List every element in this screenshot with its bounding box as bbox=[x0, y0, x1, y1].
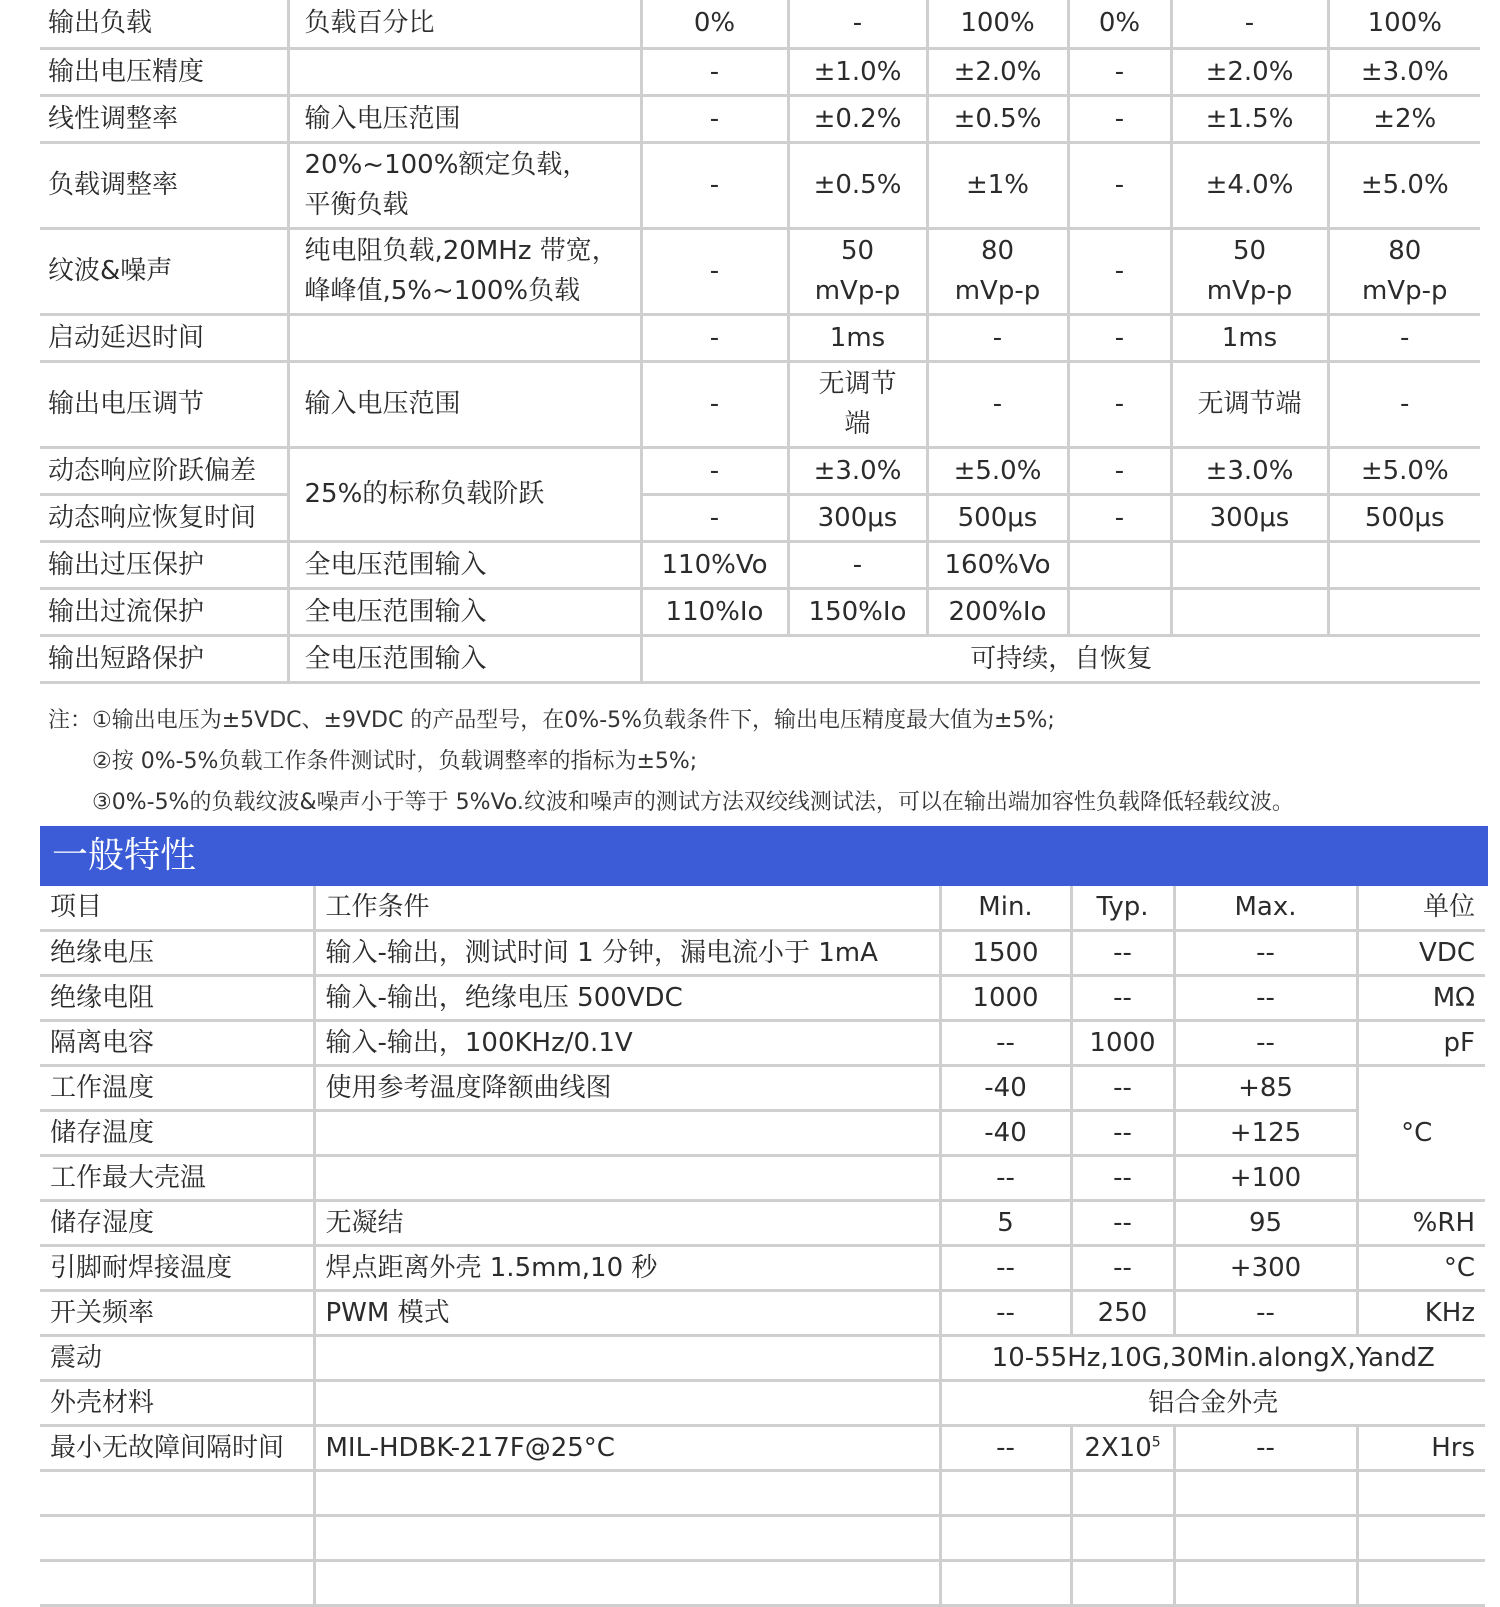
max-value: -- bbox=[1174, 1290, 1357, 1335]
unit-value: KHz bbox=[1357, 1290, 1485, 1335]
unit-value: °C bbox=[1357, 1065, 1485, 1200]
value-cell: ±0.5% bbox=[927, 95, 1068, 142]
value-cell: - bbox=[1068, 494, 1171, 541]
column-header: 单位 bbox=[1357, 886, 1485, 930]
test-condition: 使用参考温度降额曲线图 bbox=[314, 1065, 940, 1110]
test-condition bbox=[314, 1155, 940, 1200]
empty-cell bbox=[314, 1560, 940, 1605]
value-cell: - bbox=[927, 361, 1068, 447]
param-name: 外壳材料 bbox=[40, 1380, 314, 1425]
test-condition: 焊点距离外壳 1.5mm,10 秒 bbox=[314, 1245, 940, 1290]
footnote-text: ①输出电压为±5VDC、±9VDC 的产品型号，在0%-5%负载条件下，输出电压精度最大值为±5%; bbox=[92, 708, 1055, 733]
value-cell: - bbox=[788, 541, 927, 588]
value-cell bbox=[1171, 541, 1328, 588]
param-name: 储存温度 bbox=[40, 1110, 314, 1155]
table-row bbox=[40, 1200, 1485, 1245]
table-row bbox=[40, 0, 1480, 48]
column-header: 工作条件 bbox=[314, 886, 940, 930]
empty-cell bbox=[940, 1470, 1071, 1515]
param-name: 输出短路保护 bbox=[40, 635, 288, 682]
test-condition: MIL-HDBK-217F@25°C bbox=[314, 1425, 940, 1470]
table-row bbox=[40, 1290, 1485, 1335]
typ-value: 1000 bbox=[1071, 1020, 1174, 1065]
empty-cell bbox=[940, 1515, 1071, 1560]
table-row bbox=[40, 1065, 1485, 1110]
value-cell: 110%Vo bbox=[641, 541, 788, 588]
empty-row bbox=[40, 1470, 1485, 1515]
typ-value: -- bbox=[1071, 930, 1174, 975]
value-number: 50 bbox=[840, 236, 875, 266]
table-row bbox=[40, 1380, 1485, 1425]
merged-value-cell: 铝合金外壳 bbox=[940, 1380, 1485, 1425]
test-condition: 25%的标称负载阶跃 bbox=[288, 447, 641, 541]
empty-cell bbox=[40, 1515, 314, 1560]
param-name: 输出电压精度 bbox=[40, 48, 288, 95]
max-value: -- bbox=[1174, 930, 1357, 975]
value-cell: 160%Vo bbox=[927, 541, 1068, 588]
empty-cell bbox=[1071, 1560, 1174, 1605]
value-unit: mVp-p bbox=[954, 276, 1041, 306]
empty-cell bbox=[1071, 1515, 1174, 1560]
typ-value: -- bbox=[1071, 1155, 1174, 1200]
empty-cell bbox=[1174, 1470, 1357, 1515]
empty-cell bbox=[40, 1560, 314, 1605]
column-header: Max. bbox=[1174, 886, 1357, 930]
typ-value: -- bbox=[1071, 1110, 1174, 1155]
value-cell: 无调节端 bbox=[1171, 361, 1328, 447]
min-value: -- bbox=[940, 1425, 1071, 1470]
footnote-3: ③0%-5%的负载纹波&噪声小于等于 5%Vo.纹波和噪声的测试方法双绞线测试法，可以在输出端加容性负载降低轻载纹波。 bbox=[92, 790, 1294, 815]
empty-cell bbox=[1174, 1515, 1357, 1560]
value-cell: - bbox=[1068, 142, 1171, 228]
typ-base: 2X10 bbox=[1084, 1432, 1152, 1463]
value-cell: 300μs bbox=[1171, 494, 1328, 541]
value-cell: 1ms bbox=[1171, 314, 1328, 361]
test-condition bbox=[314, 1110, 940, 1155]
min-value: -- bbox=[940, 1290, 1071, 1335]
test-condition: 负载百分比 bbox=[288, 0, 641, 48]
value-cell: - bbox=[1068, 48, 1171, 95]
value-cell: ±0.5% bbox=[788, 142, 927, 228]
min-value: 1500 bbox=[940, 930, 1071, 975]
empty-cell bbox=[1357, 1560, 1485, 1605]
value-cell: 300μs bbox=[788, 494, 927, 541]
value-cell: - bbox=[1068, 447, 1171, 494]
table-row bbox=[40, 1155, 1485, 1200]
condition-line: 20%~100%额定负载， bbox=[304, 150, 589, 180]
param-name: 储存湿度 bbox=[40, 1200, 314, 1245]
empty-cell bbox=[314, 1515, 940, 1560]
min-value: -- bbox=[940, 1020, 1071, 1065]
table-row bbox=[40, 447, 1480, 494]
value-cell: ±4.0% bbox=[1171, 142, 1328, 228]
max-value: 95 bbox=[1174, 1200, 1357, 1245]
param-name: 工作最大壳温 bbox=[40, 1155, 314, 1200]
value-cell: ±2.0% bbox=[927, 48, 1068, 95]
test-condition bbox=[288, 228, 641, 314]
param-name: 启动延迟时间 bbox=[40, 314, 288, 361]
column-header: Typ. bbox=[1071, 886, 1174, 930]
empty-cell bbox=[40, 1470, 314, 1515]
test-condition bbox=[314, 1335, 940, 1380]
section-header-general-characteristics: 一般特性 bbox=[40, 826, 1488, 886]
value-number: 80 bbox=[980, 236, 1015, 266]
value-unit: mVp-p bbox=[814, 276, 901, 306]
unit-value: VDC bbox=[1357, 930, 1485, 975]
table-row bbox=[40, 1020, 1485, 1065]
value-cell: - bbox=[1068, 228, 1171, 314]
param-name: 输出电压调节 bbox=[40, 361, 288, 447]
test-condition: 全电压范围输入 bbox=[288, 541, 641, 588]
test-condition: 输入-输出，测试时间 1 分钟，漏电流小于 1mA bbox=[314, 930, 940, 975]
max-value: +100 bbox=[1174, 1155, 1357, 1200]
param-name: 输出过压保护 bbox=[40, 541, 288, 588]
general-characteristics-table bbox=[40, 886, 1485, 1607]
table-row bbox=[40, 1425, 1485, 1470]
table-row bbox=[40, 142, 1480, 228]
min-value: -40 bbox=[940, 1110, 1071, 1155]
value-cell: - bbox=[927, 314, 1068, 361]
value-cell: 150%Io bbox=[788, 588, 927, 635]
test-condition bbox=[288, 142, 641, 228]
max-value: +85 bbox=[1174, 1065, 1357, 1110]
value-cell bbox=[788, 228, 927, 314]
param-name: 震动 bbox=[40, 1335, 314, 1380]
value-cell: - bbox=[1068, 95, 1171, 142]
table-row bbox=[40, 1110, 1485, 1155]
typ-value: -- bbox=[1071, 1065, 1174, 1110]
table-row bbox=[40, 930, 1485, 975]
test-condition: 无凝结 bbox=[314, 1200, 940, 1245]
value-cell: - bbox=[641, 447, 788, 494]
empty-cell bbox=[1357, 1470, 1485, 1515]
test-condition bbox=[288, 48, 641, 95]
table-row bbox=[40, 588, 1480, 635]
table-row bbox=[40, 314, 1480, 361]
typ-value: -- bbox=[1071, 975, 1174, 1020]
value-cell: 100% bbox=[1328, 0, 1480, 48]
table-header-row bbox=[40, 886, 1485, 930]
footnote-2: ②按 0%-5%负载工作条件测试时，负载调整率的指标为±5%; bbox=[92, 749, 698, 774]
footnote-prefix: 注： bbox=[48, 708, 93, 733]
column-header: 项目 bbox=[40, 886, 314, 930]
empty-cell bbox=[314, 1470, 940, 1515]
unit-value: %RH bbox=[1357, 1200, 1485, 1245]
param-name: 线性调整率 bbox=[40, 95, 288, 142]
typ-value: -- bbox=[1071, 1200, 1174, 1245]
typ-value: -- bbox=[1071, 1245, 1174, 1290]
value-cell bbox=[1328, 588, 1480, 635]
value-cell bbox=[788, 361, 927, 447]
value-cell: 1ms bbox=[788, 314, 927, 361]
value-cell bbox=[1328, 228, 1480, 314]
param-name: 开关频率 bbox=[40, 1290, 314, 1335]
param-name: 引脚耐焊接温度 bbox=[40, 1245, 314, 1290]
value-cell bbox=[1171, 228, 1328, 314]
param-name: 隔离电容 bbox=[40, 1020, 314, 1065]
max-value: +300 bbox=[1174, 1245, 1357, 1290]
condition-line: 纯电阻负载,20MHz 带宽， bbox=[304, 236, 618, 266]
param-name: 最小无故障间隔时间 bbox=[40, 1425, 314, 1470]
min-value: -- bbox=[940, 1245, 1071, 1290]
unit-value: °C bbox=[1357, 1245, 1485, 1290]
value-cell: - bbox=[1328, 314, 1480, 361]
value-cell: - bbox=[641, 361, 788, 447]
value-cell: - bbox=[641, 95, 788, 142]
value-cell: - bbox=[641, 494, 788, 541]
value-cell: ±1% bbox=[927, 142, 1068, 228]
test-condition: 全电压范围输入 bbox=[288, 588, 641, 635]
min-value: -40 bbox=[940, 1065, 1071, 1110]
table-row bbox=[40, 494, 1480, 541]
value-cell bbox=[927, 228, 1068, 314]
footnotes bbox=[48, 700, 1448, 826]
table-row bbox=[40, 635, 1480, 682]
value-cell: ±5.0% bbox=[927, 447, 1068, 494]
value-cell: ±3.0% bbox=[788, 447, 927, 494]
param-name: 输出负载 bbox=[40, 0, 288, 48]
value-cell: - bbox=[641, 314, 788, 361]
value-cell: ±3.0% bbox=[1171, 447, 1328, 494]
unit-value: Hrs bbox=[1357, 1425, 1485, 1470]
condition-line: 平衡负载 bbox=[304, 190, 409, 220]
value-number: 50 bbox=[1232, 236, 1267, 266]
merged-value-cell: 10-55Hz,10G,30Min.alongX,YandZ bbox=[940, 1335, 1485, 1380]
value-cell: - bbox=[1171, 0, 1328, 48]
value-unit: mVp-p bbox=[1361, 276, 1448, 306]
test-condition: 输入电压范围 bbox=[288, 95, 641, 142]
value-cell bbox=[1171, 588, 1328, 635]
table-row bbox=[40, 48, 1480, 95]
table-row bbox=[40, 95, 1480, 142]
unit-value: pF bbox=[1357, 1020, 1485, 1065]
param-name: 输出过流保护 bbox=[40, 588, 288, 635]
min-value: -- bbox=[940, 1155, 1071, 1200]
value-cell bbox=[1068, 588, 1171, 635]
value-cell: - bbox=[1068, 361, 1171, 447]
value-cell bbox=[1068, 541, 1171, 588]
param-name: 动态响应阶跃偏差 bbox=[40, 447, 288, 494]
empty-row bbox=[40, 1515, 1485, 1560]
value-line: 端 bbox=[844, 409, 871, 439]
value-cell: - bbox=[641, 142, 788, 228]
min-value: 5 bbox=[940, 1200, 1071, 1245]
table-row bbox=[40, 541, 1480, 588]
empty-cell bbox=[940, 1560, 1071, 1605]
merged-value-cell: 可持续，自恢复 bbox=[641, 635, 1480, 682]
value-cell: 200%Io bbox=[927, 588, 1068, 635]
value-cell: - bbox=[788, 0, 927, 48]
test-condition bbox=[314, 1380, 940, 1425]
param-name: 动态响应恢复时间 bbox=[40, 494, 288, 541]
typ-value: 250 bbox=[1071, 1290, 1174, 1335]
test-condition: 输入-输出，100KHz/0.1V bbox=[314, 1020, 940, 1065]
param-name: 绝缘电压 bbox=[40, 930, 314, 975]
value-cell: 100% bbox=[927, 0, 1068, 48]
table-row bbox=[40, 975, 1485, 1020]
param-name: 工作温度 bbox=[40, 1065, 314, 1110]
table-row bbox=[40, 1335, 1485, 1380]
unit-value: MΩ bbox=[1357, 975, 1485, 1020]
max-value: -- bbox=[1174, 975, 1357, 1020]
test-condition: 全电压范围输入 bbox=[288, 635, 641, 682]
test-condition: 输入-输出，绝缘电压 500VDC bbox=[314, 975, 940, 1020]
value-cell: - bbox=[1328, 361, 1480, 447]
test-condition: 输入电压范围 bbox=[288, 361, 641, 447]
footnote-1 bbox=[48, 700, 1448, 741]
value-cell: 110%Io bbox=[641, 588, 788, 635]
value-cell: 500μs bbox=[1328, 494, 1480, 541]
value-cell: ±1.5% bbox=[1171, 95, 1328, 142]
param-name: 绝缘电阻 bbox=[40, 975, 314, 1020]
param-name: 负载调整率 bbox=[40, 142, 288, 228]
value-cell: ±3.0% bbox=[1328, 48, 1480, 95]
value-cell: ±5.0% bbox=[1328, 447, 1480, 494]
max-value: +125 bbox=[1174, 1110, 1357, 1155]
value-cell: - bbox=[641, 228, 788, 314]
value-cell: - bbox=[641, 48, 788, 95]
min-value: 1000 bbox=[940, 975, 1071, 1020]
empty-cell bbox=[1357, 1515, 1485, 1560]
value-cell bbox=[1328, 541, 1480, 588]
table-row bbox=[40, 228, 1480, 314]
value-cell: ±0.2% bbox=[788, 95, 927, 142]
empty-row bbox=[40, 1560, 1485, 1605]
value-cell: 0% bbox=[641, 0, 788, 48]
value-line: 无调节 bbox=[818, 369, 897, 399]
empty-cell bbox=[1071, 1470, 1174, 1515]
value-unit: mVp-p bbox=[1206, 276, 1293, 306]
value-cell: 500μs bbox=[927, 494, 1068, 541]
value-cell: ±5.0% bbox=[1328, 142, 1480, 228]
value-cell: ±1.0% bbox=[788, 48, 927, 95]
typ-value bbox=[1071, 1425, 1174, 1470]
empty-cell bbox=[1174, 1560, 1357, 1605]
max-value: -- bbox=[1174, 1020, 1357, 1065]
output-characteristics-table bbox=[40, 0, 1480, 684]
table-row bbox=[40, 1245, 1485, 1290]
value-cell: 0% bbox=[1068, 0, 1171, 48]
test-condition: PWM 模式 bbox=[314, 1290, 940, 1335]
column-header: Min. bbox=[940, 886, 1071, 930]
table-row bbox=[40, 361, 1480, 447]
max-value: -- bbox=[1174, 1425, 1357, 1470]
param-name: 纹波&噪声 bbox=[40, 228, 288, 314]
condition-line: 峰峰值,5%~100%负载 bbox=[304, 276, 581, 306]
value-cell: - bbox=[1068, 314, 1171, 361]
value-cell: ±2.0% bbox=[1171, 48, 1328, 95]
test-condition bbox=[288, 314, 641, 361]
value-number: 80 bbox=[1388, 236, 1422, 266]
value-cell: ±2% bbox=[1328, 95, 1480, 142]
typ-exponent: 5 bbox=[1151, 1433, 1161, 1450]
